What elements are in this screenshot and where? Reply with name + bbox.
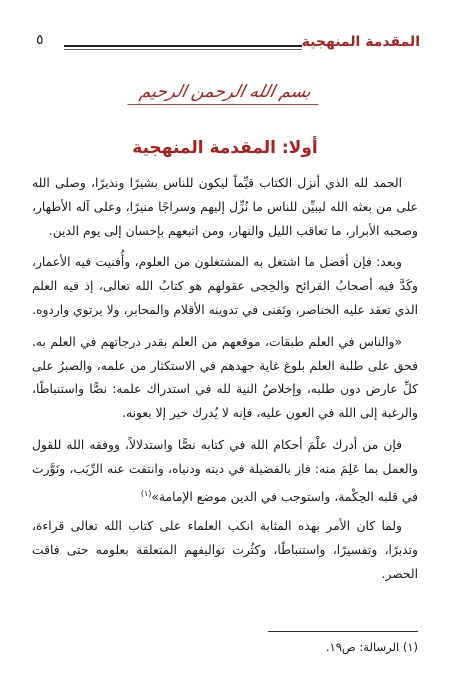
paragraph-3: «والناس في العلم طبقات، موقعهم من العلم بقدر درجاتهم في العلم به. فحق على طلبة العلم بلوغ غاية جهدهم في الاستكثار من علمه، والصبرُ على كلِّ عارض دون طلبه، وإخلاصُ النية لله في استدراك علمه: نصًّا واستنباطًا، والرغبة إلى الله في العون عليه، فإنه لا يُدرك خير إلا بعونه.: [32, 334, 418, 421]
basmala-calligraphy: بسم الله الرحمن الرحيم: [127, 80, 323, 105]
basmala-ornament: [0, 80, 450, 114]
header-rule: [64, 45, 302, 47]
footnote-text: (١) الرسالة: ص١٩.: [325, 640, 418, 654]
running-header-title: المقدمة المنهجية: [301, 34, 420, 50]
paragraph-1: الحمد لله الذي أنزل الكتاب قيِّماً ليكون للناس بشيرًا ونذيرًا، وصلى الله على من بعثه الله ليبيِّن للناس ما نُزِّل إليهم وسراجًا منيرًا، وعلى آله الأطهار، وصحبه الأبرار، ما تعاقب الليل والنهار، ومن اتبعهم بإحسان إلى يوم الدين.: [32, 176, 418, 238]
paragraph-5: ولما كان الأمر بهذه المثابة انكب العلماء على كتاب الله تعالى قراءة، وتدبرًا، وتفسيرًا، واستنباطًا، وكثُرت تواليفهم المتعلقة بعلومه حتى فاقت الحصر.: [32, 519, 418, 582]
footnote-divider: [268, 631, 418, 632]
page-number: ٥: [36, 32, 44, 48]
footnote-marker[interactable]: (١): [140, 488, 152, 498]
paragraph-4-text: فإن من أدرك علْمَ أحكام الله في كتابه نصًّا واستدلالاً، ووفقه الله للقول والعمل بما عَلِمَ منه: فاز بالفضيلة في دينه ودنياه، وانتفت عنه الرِّيَب، ونَوَّرت في قلبه الحِكْمة، واستوجب في الدين موضع الإمامة»: [32, 437, 418, 504]
section-heading: أولا: المقدمة المنهجية: [132, 138, 318, 158]
body-text: [32, 172, 418, 595]
paragraph-2: وبعد: فإن أفضل ما اشتغل به المشتغلون من العلوم، وأُفنيت فيه الأعمار، وكَدَّ فيه أصحابُ القرائح والحِجى عقولهم هو كتابُ الله تعالى، إذ فيه العلم الذي تعقد عليه الخناصر، وتَفنى في تدوينه الأقلام والمحابر، ولا يرتوي واردوه.: [32, 255, 418, 317]
paragraph-4: [32, 434, 418, 509]
running-header: [30, 30, 420, 60]
